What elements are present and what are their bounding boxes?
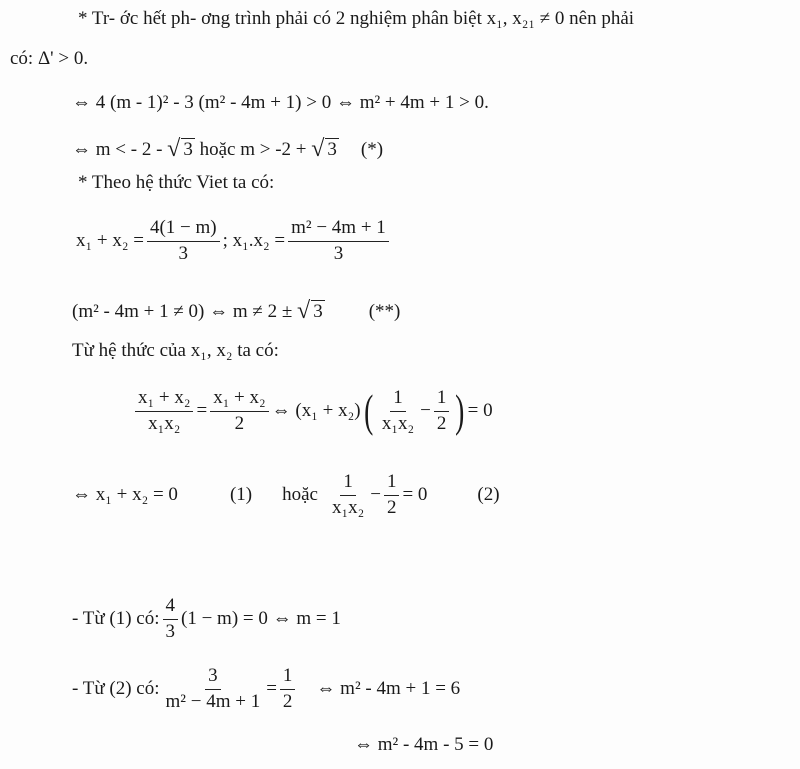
text: − — [370, 484, 381, 506]
denominator: 3 — [165, 620, 176, 642]
text: * Theo hệ thức Viet ta có: — [78, 172, 275, 193]
denominator: x₁x₂ — [381, 412, 415, 434]
denominator: x₁x₂ — [331, 496, 365, 518]
label: (**) — [368, 300, 401, 322]
math-line — [72, 136, 383, 163]
numerator: 1 — [384, 472, 400, 496]
sqrt-icon: √ — [297, 298, 311, 324]
text: − — [420, 400, 431, 422]
equation — [72, 472, 500, 519]
denominator: 2 — [386, 496, 397, 518]
denominator: 2 — [234, 412, 245, 434]
label: (2) — [477, 484, 500, 506]
text: Từ hệ thức của x₁, x₂ ta có: — [72, 340, 279, 361]
text: ⇔ m < - 2 - — [72, 138, 168, 160]
denominator: 3 — [178, 242, 189, 264]
text: (m² - 4m + 1 ≠ 0) ⇔ m ≠ 2 ± — [72, 300, 298, 322]
text: * Tr- ớc hết ph- ơng trình phải có 2 nghiệm phân biệt x₁, x₂₁ ≠ 0 nên phải — [78, 8, 635, 29]
equation — [72, 666, 460, 713]
numerator: 1 — [434, 388, 450, 412]
math-line — [72, 298, 400, 325]
text: x₁ + x₂ = — [76, 230, 144, 252]
label: (*) — [360, 138, 384, 160]
text: = 0 — [402, 484, 428, 506]
label: (1) — [229, 484, 253, 506]
numerator: 4 — [163, 596, 179, 620]
text: có: Δ' > 0. — [10, 48, 89, 69]
numerator: x₁ + x₂ — [210, 388, 268, 412]
denominator: 2 — [436, 412, 447, 434]
sqrt-icon: √ — [311, 136, 325, 162]
text: (1 − m) = 0 ⇔ m = 1 — [181, 608, 341, 630]
fraction — [210, 388, 268, 435]
text-line — [354, 734, 493, 756]
text-line — [10, 48, 88, 70]
numerator: 1 — [340, 472, 356, 496]
text: ; x₁.x₂ = — [222, 230, 286, 252]
fraction — [288, 218, 389, 265]
fraction — [379, 388, 417, 435]
numerator: 3 — [205, 666, 221, 690]
text: ⇔ m² - 4m + 1 = 6 — [316, 678, 461, 700]
radicand: 3 — [327, 139, 337, 160]
radicand: 3 — [313, 301, 323, 322]
sqrt-icon: √ — [167, 136, 181, 162]
numerator: m² − 4m + 1 — [288, 218, 389, 242]
denominator: x₁x₂ — [148, 412, 181, 434]
radicand: 3 — [183, 139, 193, 160]
numerator: 4(1 − m) — [147, 218, 220, 242]
fraction — [147, 218, 220, 265]
text: hoặc — [282, 484, 318, 506]
text: ⇔ m² - 4m - 5 = 0 — [354, 734, 494, 755]
fraction — [384, 472, 400, 519]
text: = — [266, 678, 277, 700]
text: - Từ (2) có: — [72, 678, 160, 700]
paren: ) — [455, 385, 465, 437]
fraction — [135, 388, 193, 435]
denominator: m² − 4m + 1 — [165, 690, 261, 712]
equation — [132, 385, 493, 437]
denominator: 3 — [333, 242, 344, 264]
text: ⇔ (x₁ + x₂) — [271, 400, 361, 422]
fraction — [163, 666, 264, 713]
text: - Từ (1) có: — [72, 608, 160, 630]
paren: ( — [363, 385, 373, 437]
text: = — [196, 400, 208, 422]
text-line — [72, 92, 489, 114]
fraction — [434, 388, 450, 435]
numerator: 1 — [390, 388, 406, 412]
text: ⇔ 4 (m - 1)² - 3 (m² - 4m + 1) > 0 ⇔ m² + 4m + 1 > 0. — [72, 92, 489, 113]
text: hoặc m > -2 + — [194, 138, 312, 160]
text-line — [78, 8, 634, 30]
text-line — [78, 172, 274, 194]
numerator: 1 — [280, 666, 296, 690]
fraction — [163, 596, 179, 643]
equation — [72, 596, 341, 643]
text-line — [72, 340, 279, 362]
denominator: 2 — [282, 690, 293, 712]
text: ⇔ x₁ + x₂ = 0 — [72, 484, 178, 506]
fraction — [329, 472, 367, 519]
viet-formula — [76, 218, 392, 265]
fraction — [280, 666, 296, 713]
text: = 0 — [467, 400, 493, 422]
numerator: x₁ + x₂ — [135, 388, 193, 412]
